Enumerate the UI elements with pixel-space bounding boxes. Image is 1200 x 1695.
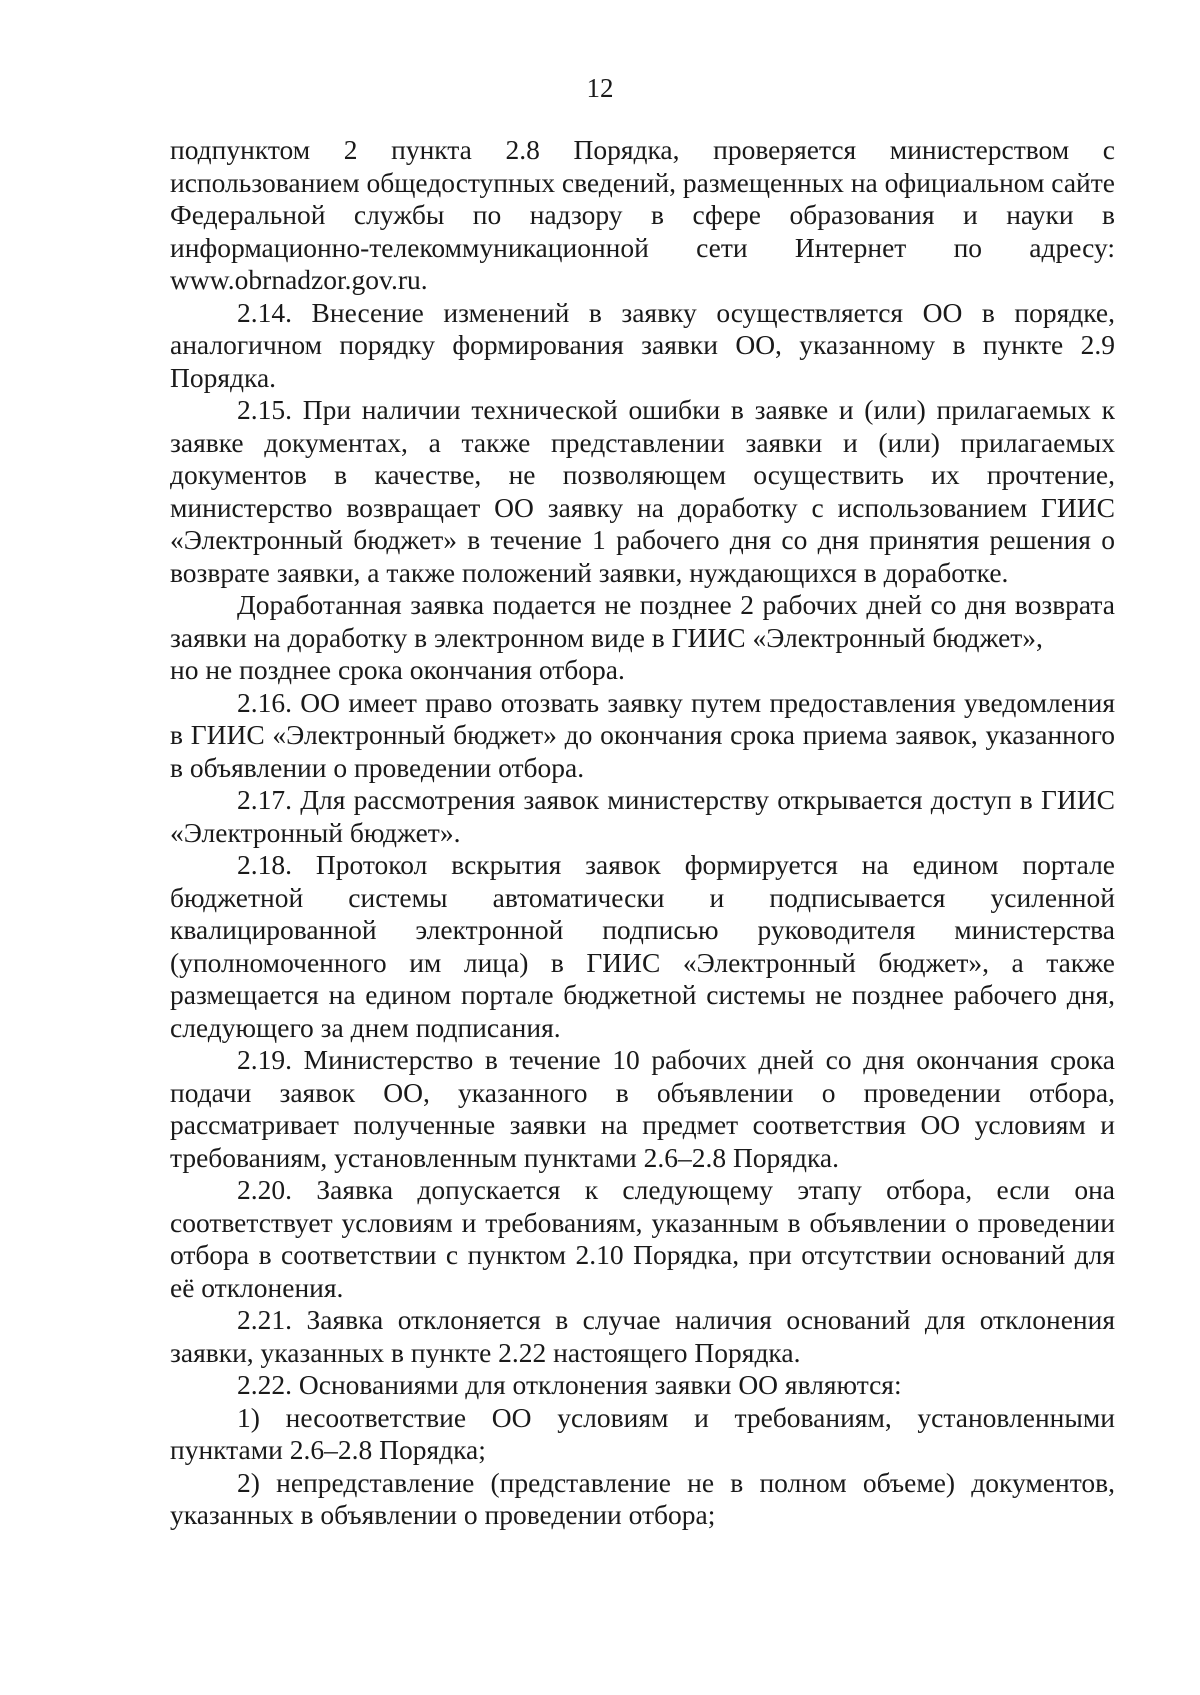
page-number: 12	[586, 73, 614, 103]
paragraph-deadline-note: но не позднее срока окончания отбора.	[170, 654, 625, 685]
paragraph-2-22: 2.22. Основаниями для отклонения заявки ОО являются:	[237, 1369, 902, 1400]
paragraph-2-21: 2.21. Заявка отклоняется в случае наличия оснований для отклонения заявки, указанных в пункте 2.22 настоящего Порядка.	[170, 1304, 1115, 1368]
document-body	[170, 134, 1115, 1532]
list-item-2: 2) непредставление (представление не в полном объеме) документов, указанных в объявлении о проведении отбора;	[170, 1466, 1115, 1530]
paragraph-2-17: 2.17. Для рассмотрения заявок министерству открывается доступ в ГИИС «Электронный бюджет».	[170, 784, 1115, 848]
paragraph-2-16: 2.16. ОО имеет право отозвать заявку путем предоставления уведомления в ГИИС «Электронный бюджет» до окончания срока приема заявок, указанного в объявлении о проведении отбора.	[170, 686, 1115, 783]
paragraph-2-14: 2.14. Внесение изменений в заявку осуществляется ОО в порядке, аналогичном порядку формирования заявки ОО, указанному в пункте 2.9 Порядка.	[170, 296, 1115, 393]
paragraph-2-19: 2.19. Министерство в течение 10 рабочих дней со дня окончания срока подачи заявок ОО, указанного в объявлении о проведении отбора, рассматривает полученные заявки на предмет соответствия ОО условиям и требованиям, установленным пунктами 2.6–2.8 Порядка.	[170, 1044, 1115, 1173]
paragraph-continuation: подпунктом 2 пункта 2.8 Порядка, проверяется министерством с использованием общедоступных сведений, размещенных на официальном сайте Федеральной службы по надзору в сфере образования и науки в информационно-телекоммуникационной сети Интернет по адресу: www.obrnadzor.gov.ru.	[170, 134, 1115, 295]
paragraph-2-20: 2.20. Заявка допускается к следующему этапу отбора, если она соответствует условиям и требованиям, указанным в объявлении о проведении отбора в соответствии с пунктом 2.10 Порядка, при отсутствии оснований для её отклонения.	[170, 1174, 1115, 1303]
paragraph-revised-application: Доработанная заявка подается не позднее 2 рабочих дней со дня возврата заявки на доработку в электронном виде в ГИИС «Электронный бюджет»,	[170, 589, 1115, 653]
paragraph-2-18: 2.18. Протокол вскрытия заявок формируется на едином портале бюджетной системы автоматически и подписывается усиленной квалицированной электронной подписью руководителя министерства (уполномоченного им лица) в ГИИС «Электронный бюджет», а также размещается на едином портале бюджетной системы не позднее рабочего дня, следующего за днем подписания.	[170, 849, 1115, 1043]
list-item-1: 1) несоответствие ОО условиям и требованиям, установленными пунктами 2.6–2.8 Порядка;	[170, 1401, 1115, 1465]
paragraph-2-15: 2.15. При наличии технической ошибки в заявке и (или) прилагаемых к заявке документах, а также представлении заявки и (или) прилагаемых документов в качестве, не позволяющем осуществить их прочтение, министерство возвращает ОО заявку на доработку с использованием ГИИС «Электронный бюджет» в течение 1 рабочего дня со дня принятия решения о возврате заявки, а также положений заявки, нуждающихся в доработке.	[170, 394, 1115, 588]
